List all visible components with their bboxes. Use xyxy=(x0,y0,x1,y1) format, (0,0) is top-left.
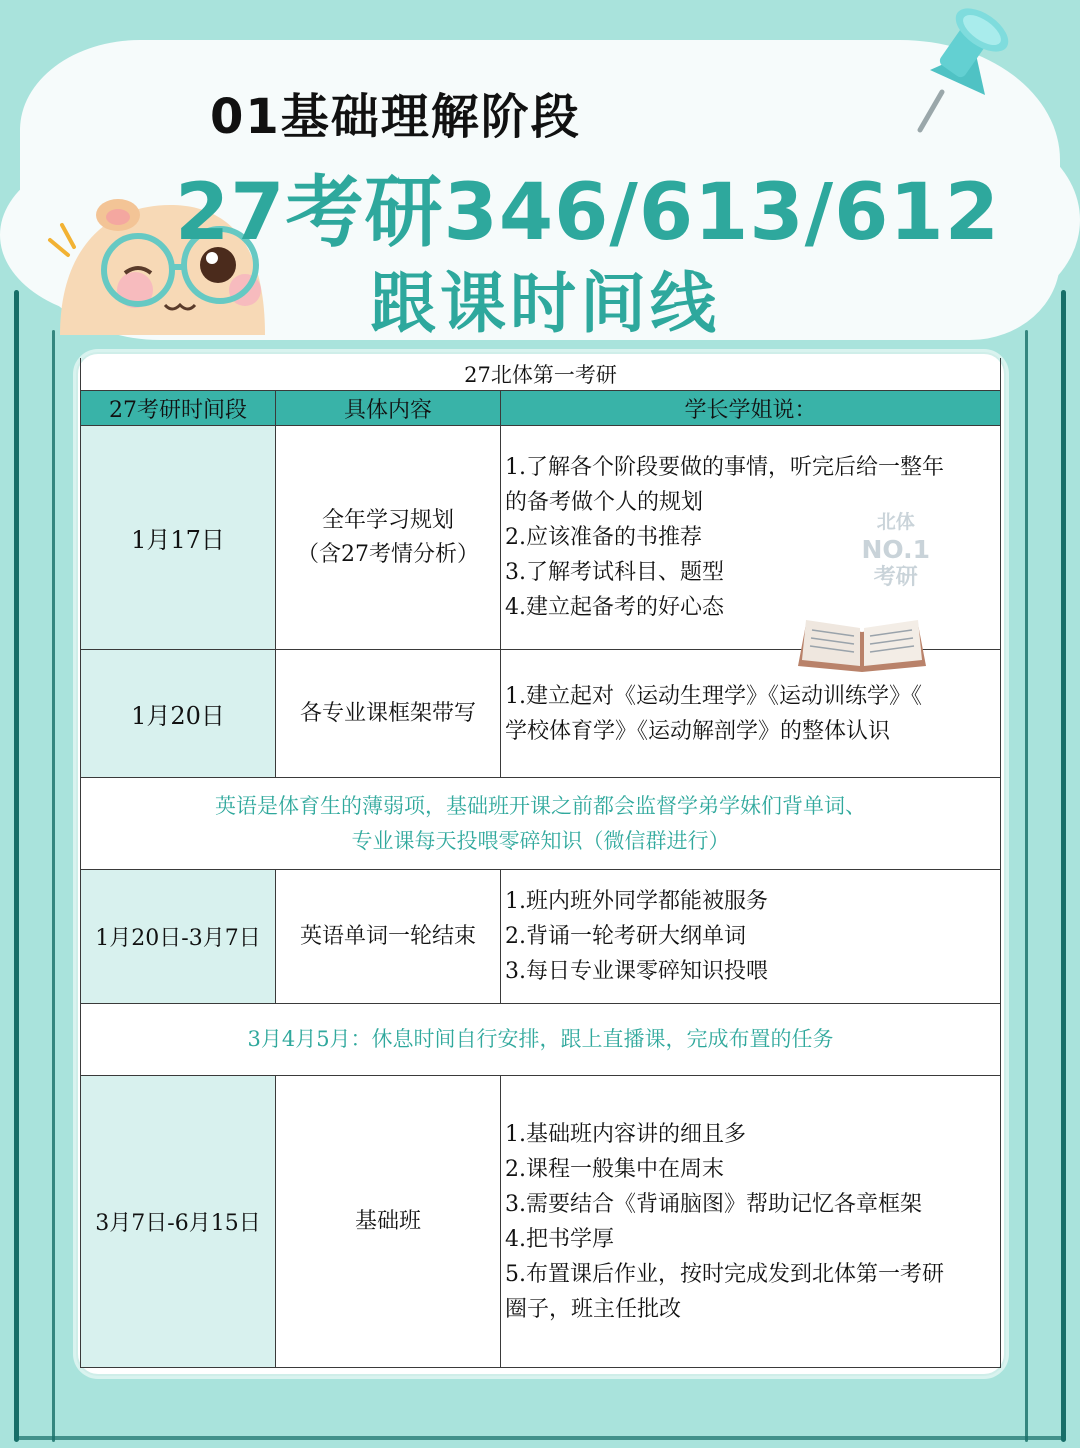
note-line: 3.了解考试科目、题型 xyxy=(505,560,724,585)
schedule-table xyxy=(80,358,1001,1368)
notice-text xyxy=(81,778,1001,870)
note-line: 4.建立起备考的好心态 xyxy=(505,595,724,620)
table-row xyxy=(81,426,1001,650)
row-content xyxy=(276,650,501,778)
page-title-line2: 跟课时间线 xyxy=(370,265,720,342)
table-row xyxy=(81,870,1001,1004)
notice-text xyxy=(81,1004,1001,1076)
border-line-left-inner xyxy=(52,330,55,1442)
row-date: 1月17日 xyxy=(81,426,276,650)
notice-line: 专业课每天投喂零碎知识（微信群进行） xyxy=(351,828,730,853)
note-line: 2.课程一般集中在周末 xyxy=(505,1156,724,1182)
row-date: 1月20日-3月7日 xyxy=(81,870,276,1004)
badge-line: 北体 xyxy=(876,511,915,533)
note-line: 1.班内班外同学都能被服务 xyxy=(505,889,768,914)
open-book-icon xyxy=(794,606,930,676)
row-notes xyxy=(501,870,1001,1004)
page-title: 27考研346/613/612 xyxy=(175,168,1000,258)
border-line-right-inner xyxy=(1025,330,1028,1442)
row-content xyxy=(276,426,501,650)
note-line: 3.需要结合《背诵脑图》帮助记忆各章框架 xyxy=(505,1191,922,1217)
note-line: 3.每日专业课零碎知识投喂 xyxy=(505,959,768,984)
border-line-right xyxy=(1061,290,1066,1442)
table-caption: 27北体第一考研 xyxy=(81,358,1001,391)
content-line: （含27考情分析） xyxy=(297,541,479,567)
note-line: 2.背诵一轮考研大纲单词 xyxy=(505,924,746,949)
row-date: 3月7日-6月15日 xyxy=(81,1076,276,1368)
row-notes xyxy=(501,1076,1001,1368)
border-line-bottom xyxy=(14,1436,1066,1440)
note-line: 1.了解各个阶段要做的事情，听完后给一整年 xyxy=(505,455,944,480)
notice-row xyxy=(81,1004,1001,1076)
column-header-period: 27考研时间段 xyxy=(81,391,276,426)
content-line: 基础班 xyxy=(354,1208,421,1234)
badge-line: 考研 xyxy=(873,565,918,590)
note-line: 5.布置课后作业，按时完成发到北体第一考研 xyxy=(505,1261,944,1287)
note-line: 的备考做个人的规划 xyxy=(505,490,704,515)
row-notes xyxy=(501,426,1001,650)
notice-line: 3月4月5月：休息时间自行安排，跟上直播课，完成布置的任务 xyxy=(247,1027,834,1051)
row-date: 1月20日 xyxy=(81,650,276,778)
notice-line: 英语是体育生的薄弱项，基础班开课之前都会监督学弟学妹们背单词、 xyxy=(215,793,867,818)
no1-watermark xyxy=(862,508,931,592)
note-line: 学校体育学》《运动解剖学》的整体认识 xyxy=(505,718,891,744)
column-header-content: 具体内容 xyxy=(276,391,501,426)
row-content xyxy=(276,870,501,1004)
content-line: 全年学习规划 xyxy=(321,507,454,533)
notice-row xyxy=(81,778,1001,870)
content-line: 英语单词一轮结束 xyxy=(299,923,476,949)
note-line: 圈子，班主任批改 xyxy=(505,1296,682,1322)
table-row xyxy=(81,1076,1001,1368)
column-header-notes: 学长学姐说： xyxy=(501,391,1001,426)
note-line: 1.建立起对《运动生理学》《运动训练学》《 xyxy=(505,683,922,709)
note-line: 4.把书学厚 xyxy=(505,1226,614,1252)
badge-line: NO.1 xyxy=(861,535,931,564)
border-line-left xyxy=(14,290,19,1442)
note-line: 1.基础班内容讲的细且多 xyxy=(505,1121,746,1147)
pushpin-icon xyxy=(880,0,1020,140)
stage-subtitle: 01基础理解阶段 xyxy=(210,89,581,145)
content-line: 各专业课框架带写 xyxy=(299,700,476,726)
row-content xyxy=(276,1076,501,1368)
note-line: 2.应该准备的书推荐 xyxy=(505,525,702,550)
